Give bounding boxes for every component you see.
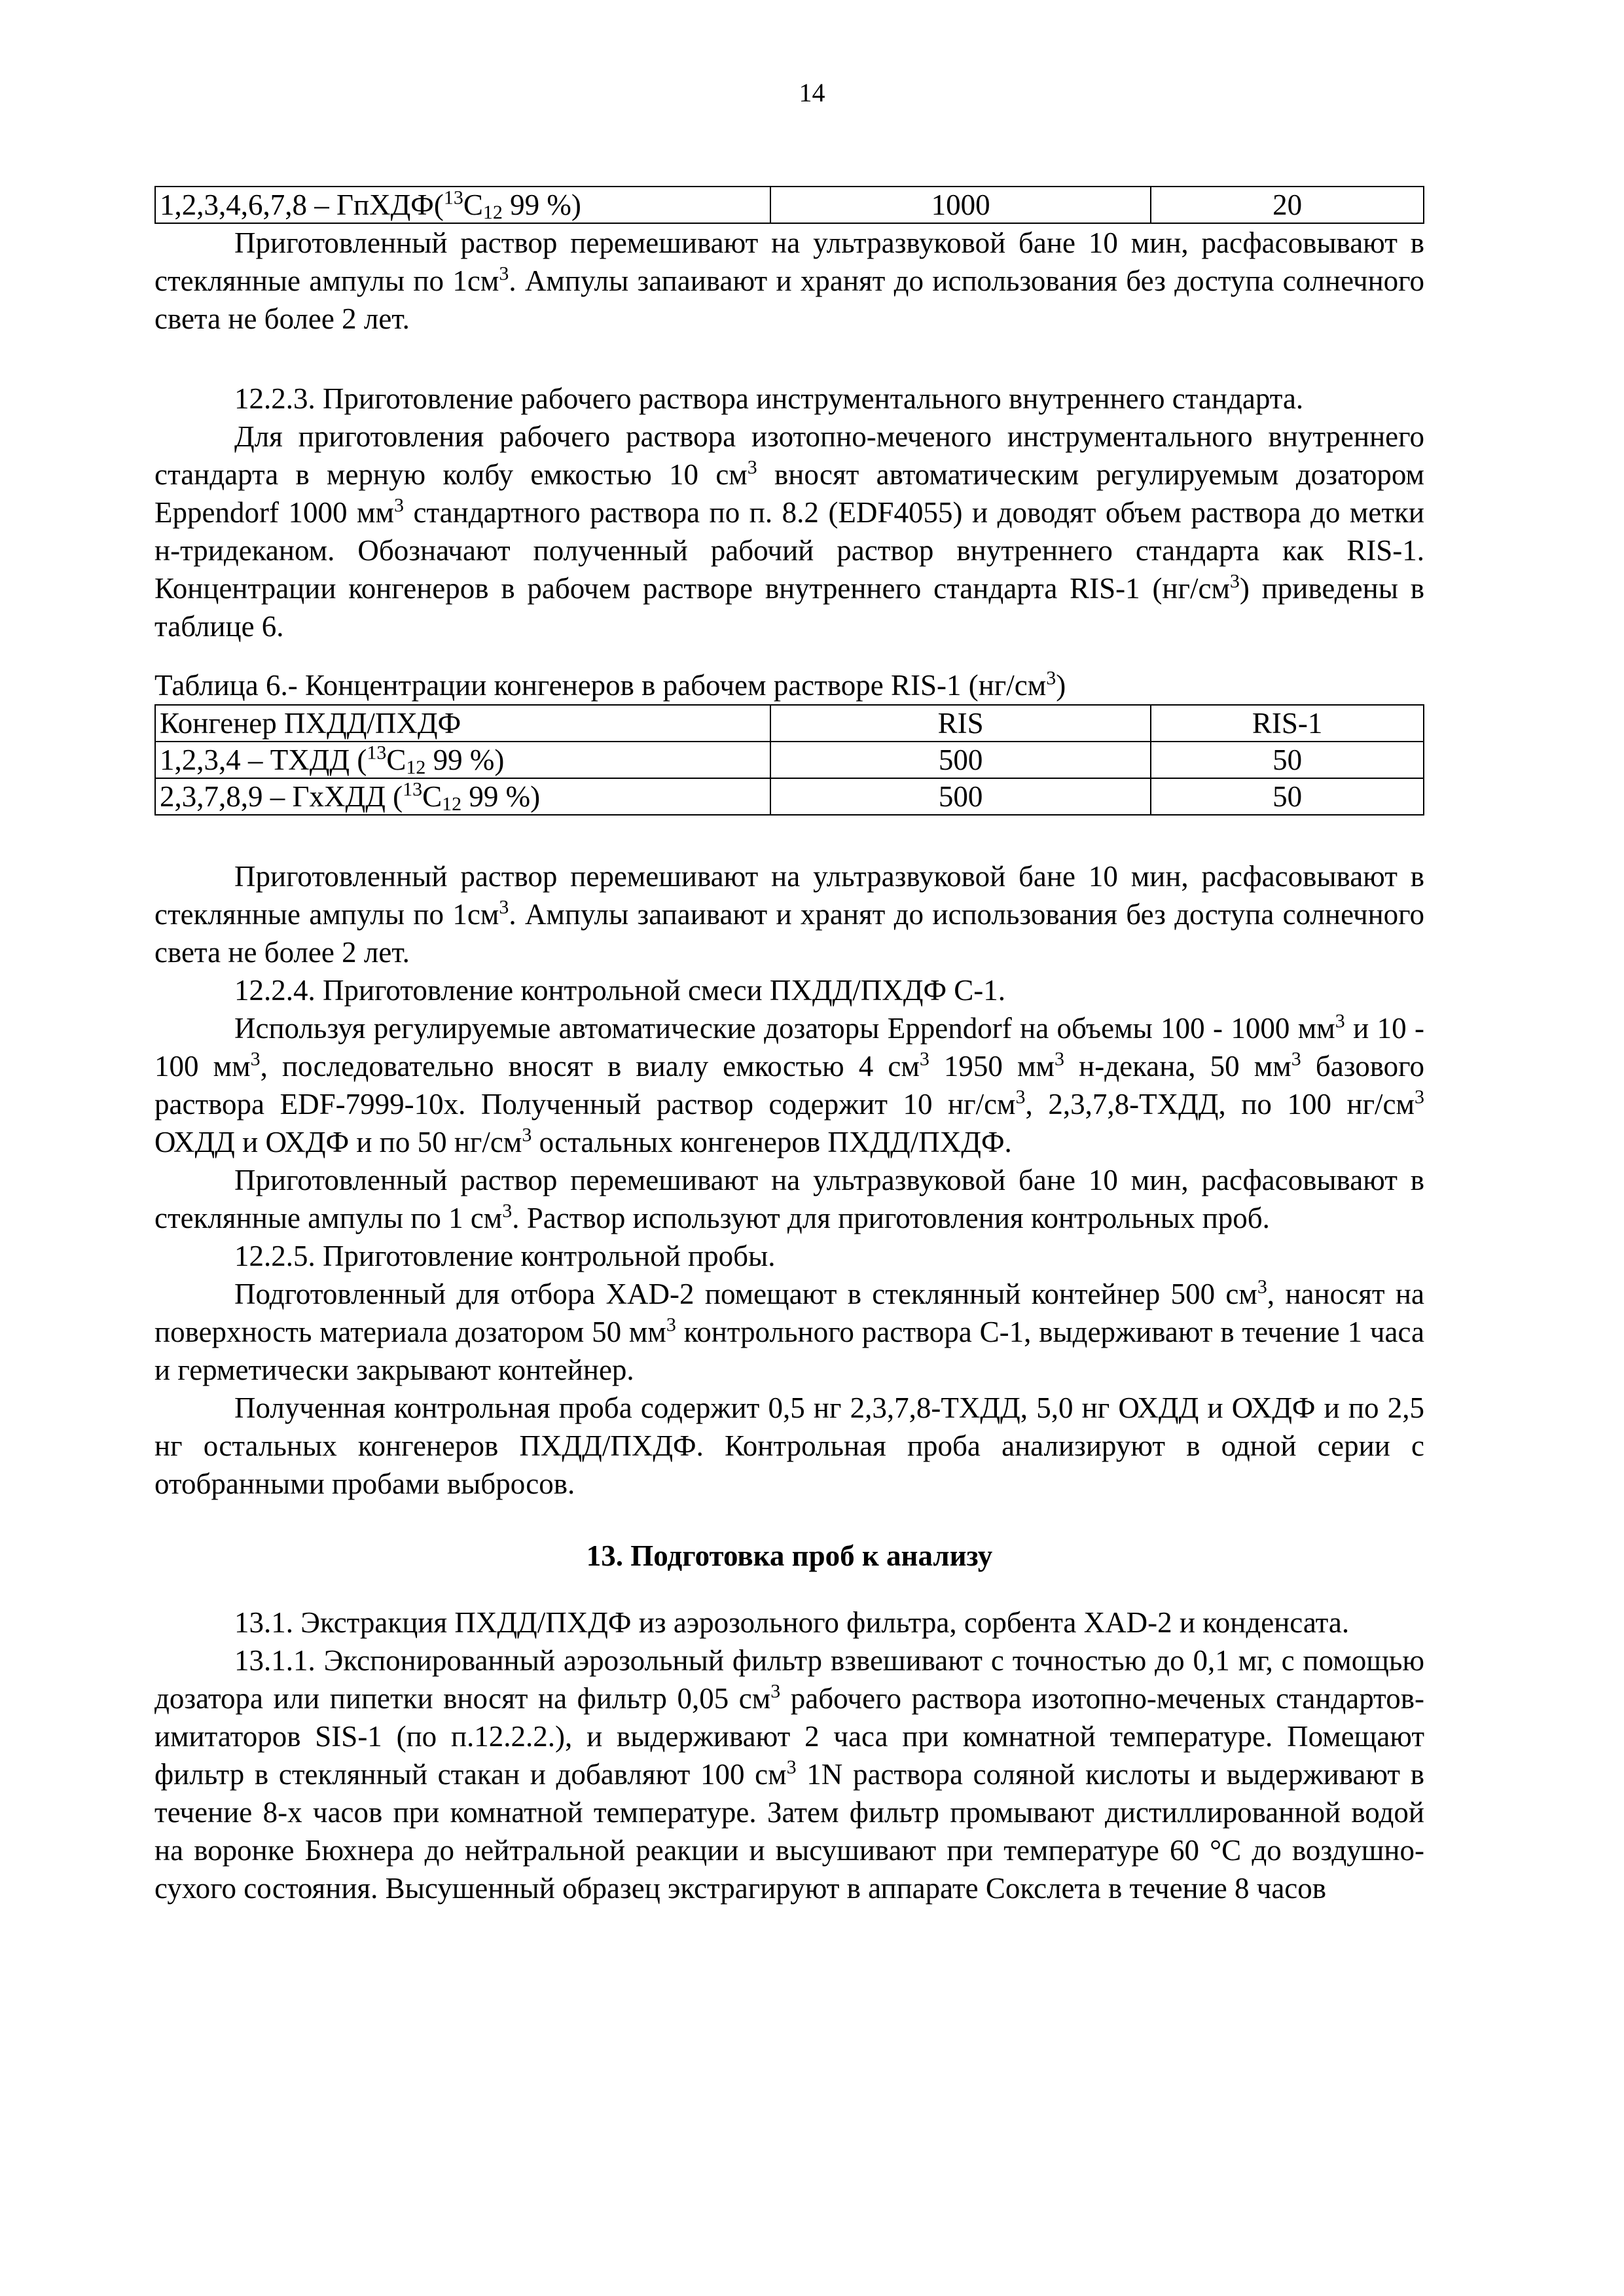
isotope-element: C bbox=[463, 188, 483, 221]
table-row bbox=[155, 187, 1424, 223]
table-row bbox=[155, 778, 1424, 815]
purity: 99 %) bbox=[502, 188, 581, 221]
paragraph: Приготовленный раствор перемешивают на ультразвуковой бане 10 мин, расфасовывают в стеклянные ампулы по $1см^3$. Ампулы запаивают и хранят до использования без доступа солнечного света не более 2 лет. bbox=[154, 860, 1424, 969]
section-title: 13. Подготовка проб к анализу bbox=[586, 1539, 993, 1572]
paragraph: Подготовленный для отбора XAD-2 помещают в стеклянный контейнер 500 $см^3$, наносят на поверхность материала дозатором 50 $мм^3$ контрольного раствора С-1, выдерживают в течение 1 часа и герметически закрывают контейнер. bbox=[154, 1276, 1425, 1386]
subsection-heading: 12.2.4. Приготовление контрольной смеси ПХДД/ПХДФ С-1. bbox=[234, 974, 1006, 1007]
subsection-heading: 12.2.3. Приготовление рабочего раствора инструментального внутреннего стандарта. bbox=[234, 382, 1304, 415]
congener-name: 1,2,3,4,6,7,8 – ГпХДФ( bbox=[160, 188, 444, 221]
paragraph: Приготовленный раствор перемешивают на ультразвуковой бане 10 мин, расфасовывают в стеклянные ампулы по $1см^3$. Ампулы запаивают и хранят до использования без доступа солнечного света не более 2 лет. bbox=[154, 226, 1424, 335]
isotope-sup: 13 bbox=[443, 187, 463, 209]
column-header: RIS-1 bbox=[1151, 705, 1424, 742]
congener-cell: 1,2,3,4 – ТХДД ($^{13}C_{12}$ 99 %) bbox=[155, 742, 770, 778]
value-cell: 20 bbox=[1151, 187, 1424, 223]
table-row bbox=[155, 742, 1424, 778]
isotope-sub: 12 bbox=[482, 202, 503, 223]
table-caption: Таблица 6.- Концентрации конгенеров в рабочем растворе RIS-1 $(нг/см^3)$ bbox=[154, 667, 1066, 702]
paragraph: Приготовленный раствор перемешивают на ультразвуковой бане 10 мин, расфасовывают в стеклянные ампулы по 1 $см^3$. Раствор используют для приготовления контрольных проб. bbox=[154, 1164, 1424, 1234]
subsection-heading: 12.2.5. Приготовление контрольной пробы. bbox=[234, 1240, 776, 1272]
value-cell: 50 bbox=[1151, 742, 1424, 778]
column-header: Конгенер ПХДД/ПХДФ bbox=[155, 705, 770, 742]
paragraph: Используя регулируемые автоматические дозаторы Eppendorf на объемы 100 - 1000 $мм^3$ и 10 - 100 $мм^3$, последовательно вносят в виалу емкостью 4 $см^3$ 1950 $мм^3$ н-декана, 50 $мм^3$ базового раствора EDF-7999-10x. Полученный раствор содержит 10 $нг/см^3$, 2,3,7,8-ТХДД, по 100 $нг/см^3$ ОХДД и ОХДФ и по 50 $нг/см^3$ остальных конгенеров ПХДД/ПХДФ. bbox=[154, 1010, 1425, 1158]
congener-cell: 2,3,7,8,9 – ГхХДД ($^{13}C_{12}$ 99 %) bbox=[155, 778, 770, 815]
congener-cell bbox=[155, 187, 770, 223]
page-number: 14 bbox=[799, 78, 825, 107]
paragraph: Для приготовления рабочего раствора изотопно-меченого инструментального внутреннего стандарта в мерную колбу емкостью 10 $см^3$ вносят автоматическим регулируемым дозатором Eppendorf 1000 $мм^3$ стандартного раствора по п. 8.2 (EDF4055) и доводят объем раствора до метки н-тридеканом. Обозначают полученный рабочий раствор внутреннего стандарта как RIS-1. Концентрации конгенеров в рабочем растворе внутреннего стандарта RIS-1 $(нг/см^3)$ приведены в таблице 6. bbox=[154, 420, 1424, 643]
value-cell: 50 bbox=[1151, 778, 1424, 815]
paragraph: Полученная контрольная проба содержит 0,5 нг 2,3,7,8-ТХДД, 5,0 нг ОХДД и ОХДФ и по 2,5 нг остальных конгенеров ПХДД/ПХДФ. Контрольная проба анализируют в одной серии с отобранными пробами выбросов. bbox=[154, 1391, 1424, 1500]
table-6 bbox=[154, 704, 1424, 816]
table-header-row bbox=[155, 705, 1424, 742]
value-cell: 500 bbox=[770, 778, 1151, 815]
subsection-heading: 13.1. Экстракция ПХДД/ПХДФ из аэрозольного фильтра, сорбента XAD-2 и конденсата. bbox=[234, 1606, 1350, 1639]
continued-table bbox=[154, 186, 1424, 224]
value-cell: 500 bbox=[770, 742, 1151, 778]
value-cell: 1000 bbox=[770, 187, 1151, 223]
page-content bbox=[154, 186, 1424, 1907]
column-header: RIS bbox=[770, 705, 1151, 742]
paragraph: 13.1.1. Экспонированный аэрозольный фильтр взвешивают с точностью до 0,1 мг, с помощью дозатора или пипетки вносят на фильтр 0,05 $см^3$ рабочего раствора изотопно-меченых стандартов-имитаторов SIS-1 (по п.12.2.2.), и выдерживают 2 часа при комнатной температуре. Помещают фильтр в стеклянный стакан и добавляют 100 $см^3$ 1N раствора соляной кислоты и выдерживают в течение 8-х часов при комнатной температуре. Затем фильтр промывают дистиллированной водой на воронке Бюхнера до нейтральной реакции и высушивают при температуре 60 °С до воздушно-сухого состояния. Высушенный образец экстрагируют в аппарате Сокслета в течение 8 часов bbox=[154, 1644, 1424, 1905]
